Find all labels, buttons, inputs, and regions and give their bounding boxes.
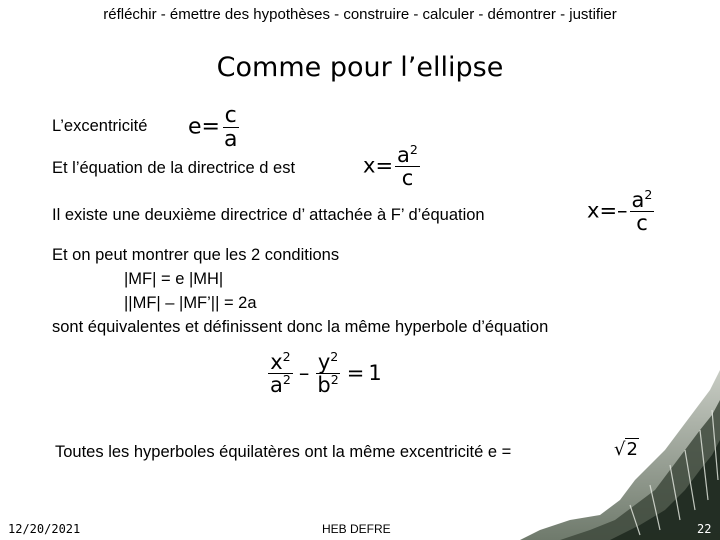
denominator-b2: $b^2$ <box>317 372 339 398</box>
second-directrice-formula <box>587 189 656 234</box>
footer-date: 12/20/2021 <box>8 522 81 536</box>
formula-one: 1 <box>368 360 382 385</box>
denominator-a: a <box>223 127 238 153</box>
formula-x: x <box>587 198 600 223</box>
sqrt-argument: 2 <box>626 439 638 460</box>
formula-equals: = <box>375 153 394 178</box>
formula-equals: = <box>599 198 618 223</box>
footer-page-number: 22 <box>697 522 712 536</box>
numerator-a2: $a^2$ <box>631 187 653 212</box>
excentricite-label: L’excentricité <box>52 117 148 135</box>
directrice-formula <box>363 144 422 189</box>
denominator-c: c <box>401 166 414 191</box>
footer-author: HEB DEFRE <box>322 522 391 536</box>
numerator-x2: $x^2$ <box>270 349 291 374</box>
second-directrice-text: Il existe une deuxième directrice d’ attachée à F’ d’équation <box>52 206 485 224</box>
fraction-x2-over-a2 <box>268 351 293 396</box>
eccentricity-formula <box>188 104 241 151</box>
directrice-text: Et l’équation de la directrice d est <box>52 159 296 177</box>
formula-minus: – <box>617 198 628 223</box>
formula-e: e <box>188 114 202 140</box>
condition-2: ||MF| – |MF’|| = 2a <box>124 294 257 312</box>
sqrt-symbol: √ <box>614 439 626 460</box>
slide-title: Comme pour l’ellipse <box>216 52 504 83</box>
formula-equals: = <box>346 360 365 385</box>
formula-x: x <box>363 153 376 178</box>
sqrt-two <box>614 438 639 460</box>
formula-minus: – <box>298 360 310 385</box>
equilateral-text: Toutes les hyperboles équilatères ont la même excentricité e = <box>55 443 512 461</box>
numerator-y2: $y^2$ <box>317 349 339 374</box>
hyperbola-equation <box>266 351 382 396</box>
header-banner: réfléchir - émettre des hypothèses - construire - calculer - démontrer - justifier <box>103 6 617 23</box>
equivalence-text: sont équivalentes et définissent donc la même hyperbole d’équation <box>52 318 549 336</box>
denominator-c: c <box>636 211 648 236</box>
formula-equals: = <box>201 114 220 140</box>
fraction-c-over-a <box>222 104 239 151</box>
fraction-y2-over-b2 <box>315 351 340 396</box>
condition-1: |MF| = e |MH| <box>124 270 224 288</box>
conditions-intro: Et on peut montrer que les 2 conditions <box>52 246 340 264</box>
fraction-a2-over-c <box>630 189 655 234</box>
numerator-a2: $a^2$ <box>397 142 418 167</box>
numerator-c: c <box>224 103 237 128</box>
fraction-a2-over-c <box>395 144 420 189</box>
denominator-a2: $a^2$ <box>270 372 291 398</box>
